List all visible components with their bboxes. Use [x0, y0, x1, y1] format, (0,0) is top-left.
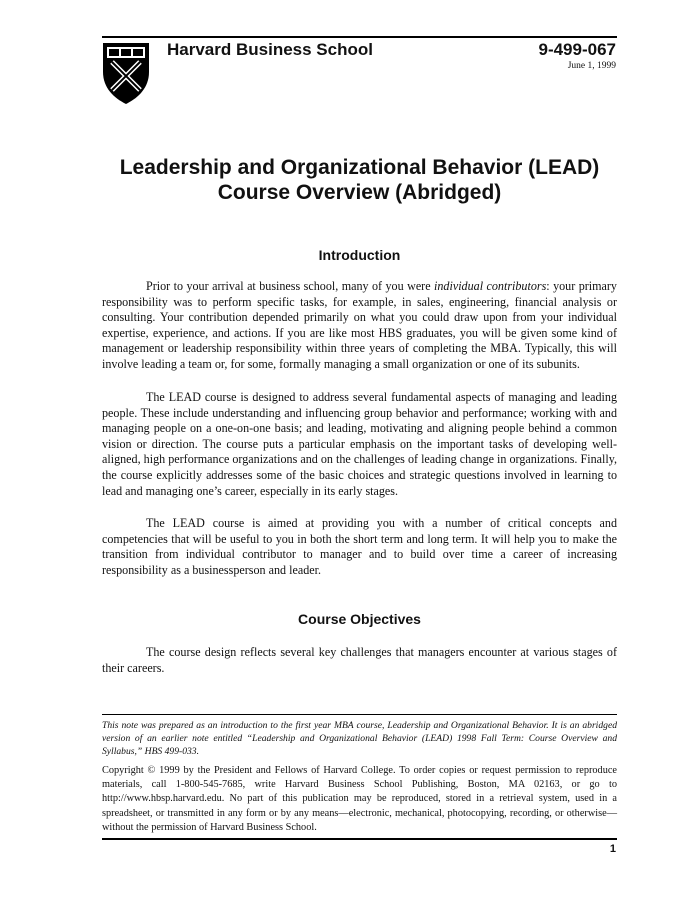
intro-p1-text-a: Prior to your arrival at business school, many of you were [146, 279, 435, 293]
hbs-shield-logo [101, 42, 151, 105]
school-name: Harvard Business School [167, 40, 373, 59]
intro-paragraph-3: The LEAD course is aimed at providing you with a number of critical concepts and competencies that will be useful to you in both the short term and long term. It will help you to make the transition from individual contributor to manager and to build over time a career of increasing responsibility as a businessperson and leader. [102, 516, 617, 577]
objectives-paragraph-1: The course design reflects several key challenges that managers encounter at various stages of their careers. [102, 645, 617, 675]
course-objectives-heading: Course Objectives [298, 611, 421, 627]
title-line-2: Course Overview (Abridged) [217, 181, 502, 204]
introduction-heading: Introduction [318, 247, 401, 263]
document-number: 9-499-067 [538, 40, 616, 59]
page-number: 1 [609, 843, 616, 855]
intro-paragraph-2: The LEAD course is designed to address several fundamental aspects of managing and leading people. These include understanding and influencing group behavior and performance; working with and managing people on a one-on-one basis; and leading, motivating and aligning people behind a common vision or direction. The course puts a particular emphasis on the important tasks of developing well-aligned, high performance organizations and on the challenges of leading change in organizations. Finally, the course explicitly addresses some of the basic choices and strategic questions involved in learning to lead and managing one’s career, especially in its early stages. [102, 390, 617, 498]
header-rule [102, 36, 617, 38]
document-date: June 1, 1999 [567, 61, 616, 71]
intro-p1-emphasis: individual contributors [434, 279, 547, 293]
title-line-1: Leadership and Organizational Behavior (LEAD) [119, 156, 600, 179]
intro-p1-text-b: : your primary responsibility was to perform specific tasks, for example, in sales, engineering, financial analysis or consulting. Your contribution depended primarily on what you could draw upon from your individual expertise, experience, and actions. If you are like most HBS graduates, you will be given some kind of management or leadership responsibility within three years of completing the MBA. Typically, this will involve leading a team or, for some, formally managing a small organization or one of its subunits. [102, 279, 617, 371]
footnote-note: This note was prepared as an introduction to the first year MBA course, Leadership and Organizational Behavior. It is an abridged version of an earlier note entitled “Leadership and Organizational Behavior (LEAD) 1998 Fall Term: Course Overview and Syllabus,” HBS 499-033. [102, 720, 617, 757]
footnote-rule [102, 714, 617, 715]
footer-rule [102, 838, 617, 840]
intro-paragraph-1 [102, 279, 617, 373]
document-title [102, 155, 617, 205]
copyright-notice: Copyright © 1999 by the President and Fellows of Harvard College. To order copies or request permission to reproduce materials, call 1-800-545-7685, write Harvard Business School Publishing, Boston, MA 02163, or go to http://www.hbsp.harvard.edu. No part of this publication may be reproduced, stored in a retrieval system, used in a spreadsheet, or transmitted in any form or by any means—electronic, mechanical, photocopying, recording, or otherwise—without the permission of Harvard Business School. [102, 765, 617, 833]
